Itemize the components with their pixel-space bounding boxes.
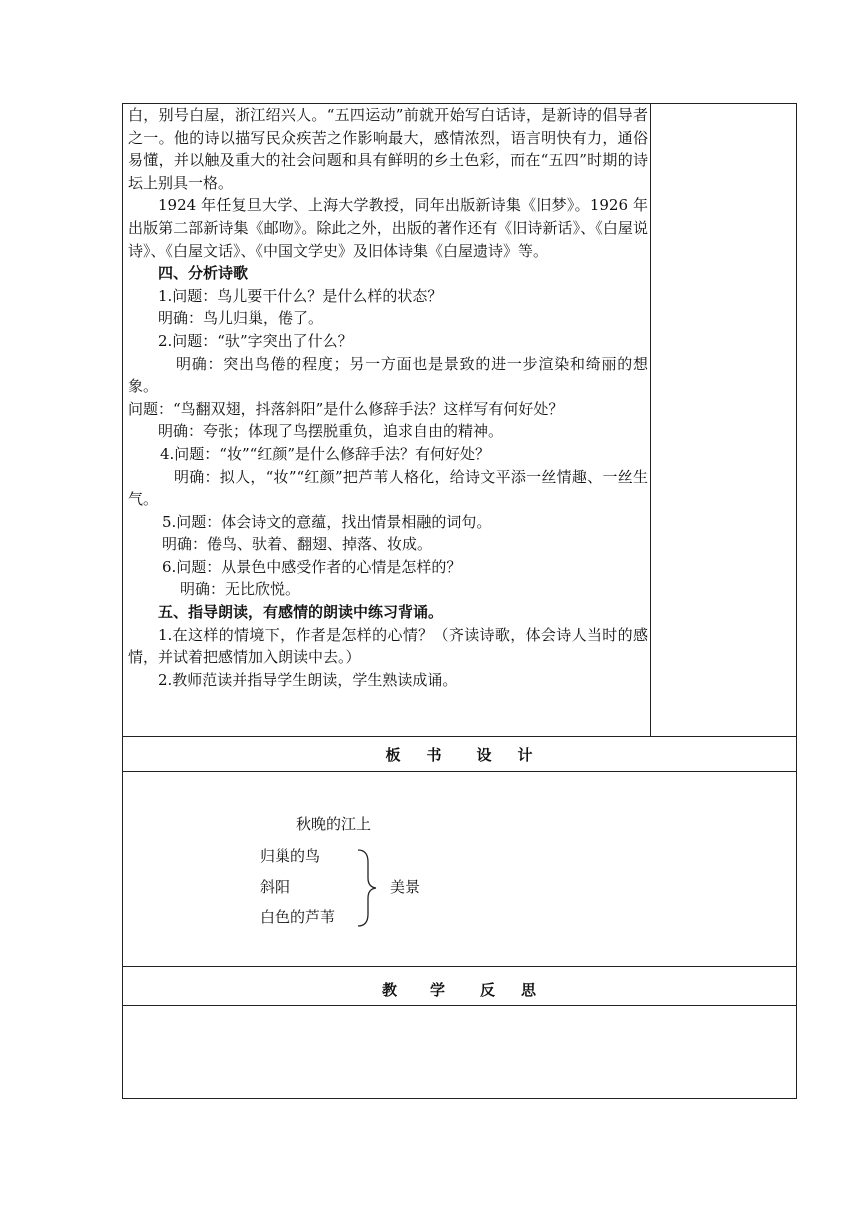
board-summary: 美景 bbox=[390, 878, 421, 896]
author-works-paragraph: 1924 年任复旦大学、上海大学教授，同年出版新诗集《旧梦》。1926 年出版第二部新诗集《邮吻》。除此之外，出版的著作还有《旧诗新话》、《白屋说诗》、《白屋文话》、《中国文学史》及旧体诗集《白屋遗诗》等。 bbox=[128, 196, 648, 260]
reflection-heading bbox=[122, 979, 796, 1000]
row-divider-2 bbox=[122, 771, 797, 772]
question-6: 6.问题：从景色中感受作者的心情是怎样的？ bbox=[162, 557, 462, 576]
answer-5: 明确：倦鸟、驮着、翻翅、掉落、妆成。 bbox=[162, 535, 433, 554]
question-5: 5.问题：体会诗文的意蕴，找出情景相融的词句。 bbox=[162, 512, 492, 531]
reading-step-1: 1.在这样的情境下，作者是怎样的心情？（齐读诗歌，体会诗人当时的感情，并试着把感情加入朗读中去。） bbox=[128, 625, 648, 667]
reflection-heading-char: 学 bbox=[429, 981, 445, 999]
row-divider-1 bbox=[122, 736, 797, 737]
reflection-heading-char: 教 bbox=[381, 981, 397, 999]
question-2: 2.问题：“驮”字突出了什么？ bbox=[158, 331, 353, 350]
board-heading-char: 设 bbox=[476, 746, 492, 764]
curly-brace-icon bbox=[354, 848, 380, 928]
reflection-heading-char: 思 bbox=[521, 981, 537, 999]
answer-3: 明确：夸张；体现了鸟摆脱重负，追求自由的精神。 bbox=[158, 422, 504, 441]
board-heading-char: 书 bbox=[426, 746, 442, 764]
board-item: 白色的芦苇 bbox=[260, 908, 336, 926]
section-heading-reading: 五、指导朗读，有感情的朗读中练习背诵。 bbox=[158, 603, 444, 622]
board-heading-char: 计 bbox=[517, 746, 533, 764]
column-divider bbox=[650, 103, 651, 736]
question-4: 4.问题：“妆”“红颜”是什么修辞手法？有何好处？ bbox=[160, 444, 490, 463]
row-divider-4 bbox=[122, 1005, 797, 1006]
question-3: 问题：“鸟翻双翅，抖落斜阳”是什么修辞手法？这样写有何好处？ bbox=[128, 399, 564, 418]
board-heading-char: 板 bbox=[385, 746, 401, 764]
reflection-heading-char: 反 bbox=[480, 981, 496, 999]
answer-4: 明确：拟人，“妆”“红颜”把芦苇人格化，给诗文平添一丝情趣、一丝生气。 bbox=[128, 467, 648, 509]
answer-2: 明确：突出鸟倦的程度；另一方面也是景致的进一步渲染和绮丽的想象。 bbox=[128, 354, 648, 396]
board-item: 归巢的鸟 bbox=[260, 847, 321, 865]
row-divider-3 bbox=[122, 966, 797, 967]
board-design-heading bbox=[122, 744, 796, 765]
author-bio-paragraph: 白，别号白屋，浙江绍兴人。“五四运动”前就开始写白话诗，是新诗的倡导者之一。他的诗以描写民众疾苦之作影响最大，感情浓烈，语言明快有力，通俗易懂，并以触及重大的社会问题和具有鲜明的乡土色彩，而在“五四”时期的诗坛上别具一格。 bbox=[128, 106, 648, 192]
reading-step-2: 2.教师范读并指导学生朗读，学生熟读成诵。 bbox=[158, 670, 458, 689]
answer-1: 明确：鸟儿归巢，倦了。 bbox=[158, 309, 324, 328]
section-heading-analyze: 四、分析诗歌 bbox=[158, 264, 249, 283]
board-item: 斜阳 bbox=[260, 878, 291, 896]
answer-6: 明确：无比欣悦。 bbox=[180, 580, 301, 599]
question-1: 1.问题：鸟儿要干什么？是什么样的状态？ bbox=[158, 286, 443, 305]
board-title: 秋晚的江上 bbox=[296, 815, 372, 833]
teaching-process-content bbox=[128, 104, 648, 691]
